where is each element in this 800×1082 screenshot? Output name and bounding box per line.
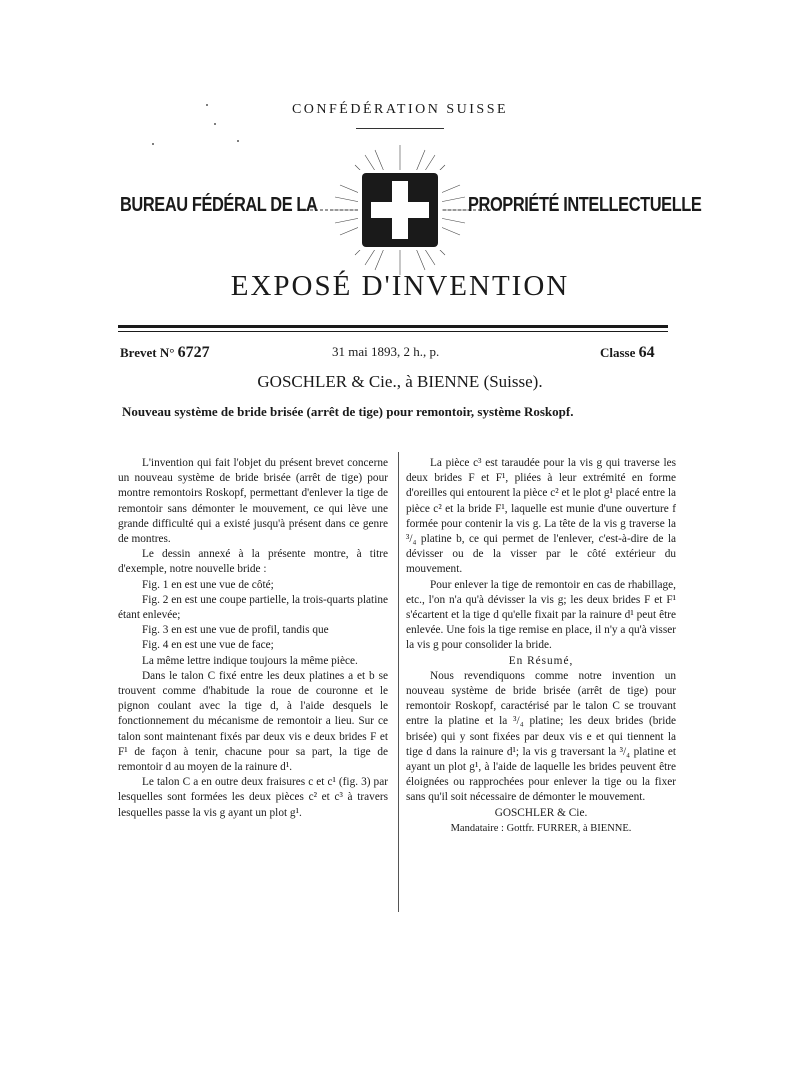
paragraph: Fig. 1 en est une vue de côté; (142, 578, 274, 591)
paragraph: Le dessin annexé à la présente montre, à titre d'exemple, notre nouvelle bride : (118, 548, 388, 576)
patent-number (120, 344, 210, 362)
signature-firm: GOSCHLER & Cie. (494, 806, 588, 819)
applicant: GOSCHLER & Cie., à BIENNE (Suisse). (257, 372, 543, 391)
heading-divider (356, 128, 444, 129)
title-rule-thick (118, 325, 668, 328)
bureau-heading-left: BUREAU FÉDÉRAL DE LA (120, 194, 318, 216)
class-label: Classe (600, 345, 636, 360)
paragraph: Fig. 4 en est une vue de face; (142, 639, 274, 652)
class-value: 64 (638, 344, 655, 361)
paragraph: Pour enlever la tige de remontoir en cas de rhabillage, etc., l'on n'a qu'à dévisser la vis g; les deux brides F et F¹ s'écartent et la tige d qu'elle fixait par la rainure d¹ peut être enlevée. Une fois la tige remise en place, il n'y a qu'à visser la vis g pour consolider la bride. (406, 578, 676, 652)
paragraph: Fig. 3 en est une vue de profil, tandis que (142, 624, 329, 637)
patent-value: 6727 (177, 344, 210, 361)
invention-subtitle: Nouveau système de bride brisée (arrêt de tige) pour remontoir, système Roskopf. (122, 404, 574, 419)
column-divider (398, 452, 399, 912)
paragraph: Fig. 2 en est une coupe partielle, la trois-quarts platine étant enlevée; (118, 593, 388, 622)
document-title: EXPOSÉ D'INVENTION (230, 270, 570, 302)
patent-class (600, 344, 655, 362)
bureau-heading-right: PROPRIÉTÉ INTELLECTUELLE (468, 194, 702, 216)
right-column (406, 456, 676, 836)
paragraph: La même lettre indique toujours la même pièce. (142, 654, 358, 667)
signature-agent: Mandataire : Gottfr. FURRER, à BIENNE. (450, 822, 632, 834)
paragraph: La pièce c³ est taraudée pour la vis g qui traverse les deux brides F et F¹, pliées à leur extrémité en forme d'oreilles qui entourent la pièce c² et le plot g¹ placé entre la pièce c² et la bride F¹, laquelle est munie d'une ouverture f formée pour contenir la vis g. La tête de la vis g traverse la ³/₄ platine b, ce qui permet de l'enlever, c'est-à-dire de la dévisser ou de la visser par le côté extérieur du mouvement. (406, 457, 676, 576)
filing-date: 31 mai 1893, 2 h., p. (332, 344, 440, 359)
left-column (118, 456, 388, 821)
patent-label: Brevet N° (120, 345, 175, 360)
paragraph: Dans le talon C fixé entre les deux platines a et b se trouvent comme d'habitude la roue de couronne et le pignon coulant avec la tige d, à l'aide desquels le fonctionnement du mécanisme de remontoir a lieu. Sur ce talon sont maintenant fixés par deux vis e deux brides F et F¹ de façon à tenir, chacune pour sa part, la tige de remontoir d au moyen de la rainure d¹. (118, 669, 388, 774)
confederation-heading: CONFÉDÉRATION SUISSE (291, 102, 509, 117)
resume-heading: En Résumé, (508, 654, 574, 667)
resume-text: Nous revendiquons comme notre invention un nouveau système de bride brisée (arrêt de tige) pour remontoir Roskopf, caractérisé par le talon C se trouvant entre la platine et la ³/₄ platine; les deux brides (bride brisée) qui y sont fixées par deux vis e et qui tiennent la tige d dans la rainure d¹; la vis g traversant la ³/₄ platine et ayant un plot g¹, à l'aide de laquelle les brides peuvent être éloignées ou rapprochées pour enlever la tige ou la fixer sans qu'il soit nécessaire de démonter le mouvement. (406, 669, 676, 804)
paragraph: L'invention qui fait l'objet du présent brevet concerne un nouveau système de bride brisée (arrêt de tige) pour montre remontoirs Roskopf, permettant d'enlever la tige de remontoir sans démonter le mouvement, ce qui lève une grande difficulté qui a existé jusqu'à présent dans ce genre de montres. (118, 457, 388, 546)
paragraph: Le talon C a en outre deux fraisures c et c¹ (fig. 3) par lesquelles sont formées les deux pièces c² et c³ à travers lesquelles passe la vis g ayant un plot g¹. (118, 776, 388, 819)
title-rule-thin (118, 331, 668, 332)
